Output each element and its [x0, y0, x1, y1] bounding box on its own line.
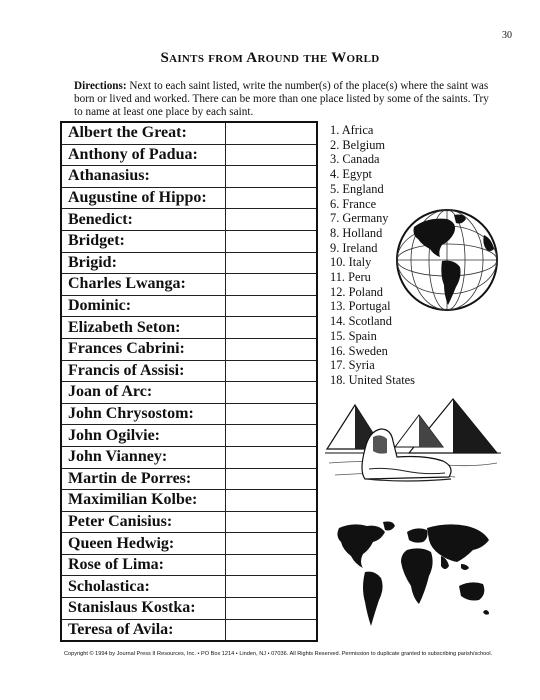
saint-answer-field[interactable] [226, 338, 317, 360]
place-item: 14. Scotland [330, 314, 392, 329]
saint-answer-field[interactable] [226, 187, 317, 209]
saint-name: John Vianney: [61, 446, 226, 468]
place-item: 9. Ireland [330, 240, 378, 255]
place-item: 15. Spain [330, 328, 377, 343]
saint-answer-field[interactable] [226, 317, 317, 339]
place-item: 5. England [330, 181, 384, 196]
place-item: 2. Belgium [330, 137, 386, 152]
saint-row [61, 533, 317, 555]
world-map-illustration [333, 518, 493, 646]
saint-row [61, 122, 317, 144]
pyramids-sphinx-illustration [325, 397, 501, 497]
place-item: 18. United States [330, 372, 416, 387]
saint-name: Elizabeth Seton: [61, 317, 226, 339]
saint-name: Brigid: [61, 252, 226, 274]
saint-row [61, 274, 317, 296]
place-item: 10. Italy [330, 255, 372, 270]
saint-name: Albert the Great: [61, 122, 226, 144]
place-item: 3. Canada [330, 152, 380, 167]
saint-answer-field[interactable] [226, 403, 317, 425]
saint-row [61, 230, 317, 252]
saint-answer-field[interactable] [226, 511, 317, 533]
saint-name: Athanasius: [61, 166, 226, 188]
saint-answer-field[interactable] [226, 468, 317, 490]
saint-row [61, 511, 317, 533]
page-number: 30 [502, 30, 512, 41]
saint-name: Teresa of Avila: [61, 619, 226, 641]
saint-name: Scholastica: [61, 576, 226, 598]
copyright-notice: Copyright © 1994 by Journal Press II Resources, Inc. • PO Box 1214 • Linden, NJ • 07036. All Rights Reserved. Permission to duplicate granted to subscribing parish/school. [64, 651, 493, 657]
saint-name: Peter Canisius: [61, 511, 226, 533]
directions-text: Next to each saint listed, write the number(s) of the place(s) where the saint was born or lived and worked. There can be more than one place listed by some of the saints. Try to name at least one place by each saint. [74, 80, 489, 118]
saint-row [61, 360, 317, 382]
place-item: 8. Holland [330, 225, 383, 240]
saint-answer-field[interactable] [226, 230, 317, 252]
saint-row [61, 576, 317, 598]
saint-name: Rose of Lima: [61, 554, 226, 576]
saint-row [61, 338, 317, 360]
saint-name: Stanislaus Kostka: [61, 598, 226, 620]
saint-answer-field[interactable] [226, 446, 317, 468]
saint-row [61, 187, 317, 209]
saint-row [61, 468, 317, 490]
saint-answer-field[interactable] [226, 533, 317, 555]
saint-row [61, 144, 317, 166]
saint-name: Charles Lwanga: [61, 274, 226, 296]
saint-name: Dominic: [61, 295, 226, 317]
saint-name: Martin de Porres: [61, 468, 226, 490]
saint-answer-field[interactable] [226, 166, 317, 188]
place-item: 6. France [330, 196, 377, 211]
place-item: 12. Poland [330, 284, 384, 299]
saint-answer-field[interactable] [226, 598, 317, 620]
saint-name: Anthony of Padua: [61, 144, 226, 166]
saint-name: John Ogilvie: [61, 425, 226, 447]
saint-answer-field[interactable] [226, 122, 317, 144]
saint-name: John Chrysostom: [61, 403, 226, 425]
saint-row [61, 598, 317, 620]
place-item: 1. Africa [330, 123, 374, 137]
saint-answer-field[interactable] [226, 576, 317, 598]
page-title: Saints from Around the World [160, 50, 380, 66]
saint-name: Frances Cabrini: [61, 338, 226, 360]
saint-row [61, 209, 317, 231]
saint-answer-field[interactable] [226, 209, 317, 231]
saints-table [60, 121, 318, 642]
saint-row [61, 619, 317, 641]
saint-name: Francis of Assisi: [61, 360, 226, 382]
saint-answer-field[interactable] [226, 295, 317, 317]
globe-illustration [392, 205, 502, 315]
saint-row [61, 446, 317, 468]
saint-answer-field[interactable] [226, 144, 317, 166]
saint-row [61, 295, 317, 317]
place-item: 4. Egypt [330, 167, 372, 182]
saint-name: Bridget: [61, 230, 226, 252]
saint-row [61, 252, 317, 274]
place-item: 16. Sweden [330, 343, 388, 358]
saint-row [61, 317, 317, 339]
place-item: 11. Peru [330, 270, 371, 285]
saint-name: Benedict: [61, 209, 226, 231]
saint-answer-field[interactable] [226, 554, 317, 576]
saint-answer-field[interactable] [226, 619, 317, 641]
directions-label: Directions: [74, 80, 127, 92]
saint-row [61, 382, 317, 404]
directions [74, 80, 494, 119]
saint-answer-field[interactable] [226, 252, 317, 274]
saint-name: Augustine of Hippo: [61, 187, 226, 209]
saint-name: Queen Hedwig: [61, 533, 226, 555]
saint-row [61, 490, 317, 512]
saint-name: Maximilian Kolbe: [61, 490, 226, 512]
place-item: 7. Germany [330, 211, 389, 226]
saint-name: Joan of Arc: [61, 382, 226, 404]
saint-row [61, 554, 317, 576]
saint-row [61, 403, 317, 425]
saint-row [61, 425, 317, 447]
place-item: 13. Portugal [330, 299, 391, 314]
place-item: 17. Syria [330, 358, 375, 373]
saint-answer-field[interactable] [226, 274, 317, 296]
saint-row [61, 166, 317, 188]
saint-answer-field[interactable] [226, 425, 317, 447]
saint-answer-field[interactable] [226, 382, 317, 404]
saint-answer-field[interactable] [226, 360, 317, 382]
saint-answer-field[interactable] [226, 490, 317, 512]
